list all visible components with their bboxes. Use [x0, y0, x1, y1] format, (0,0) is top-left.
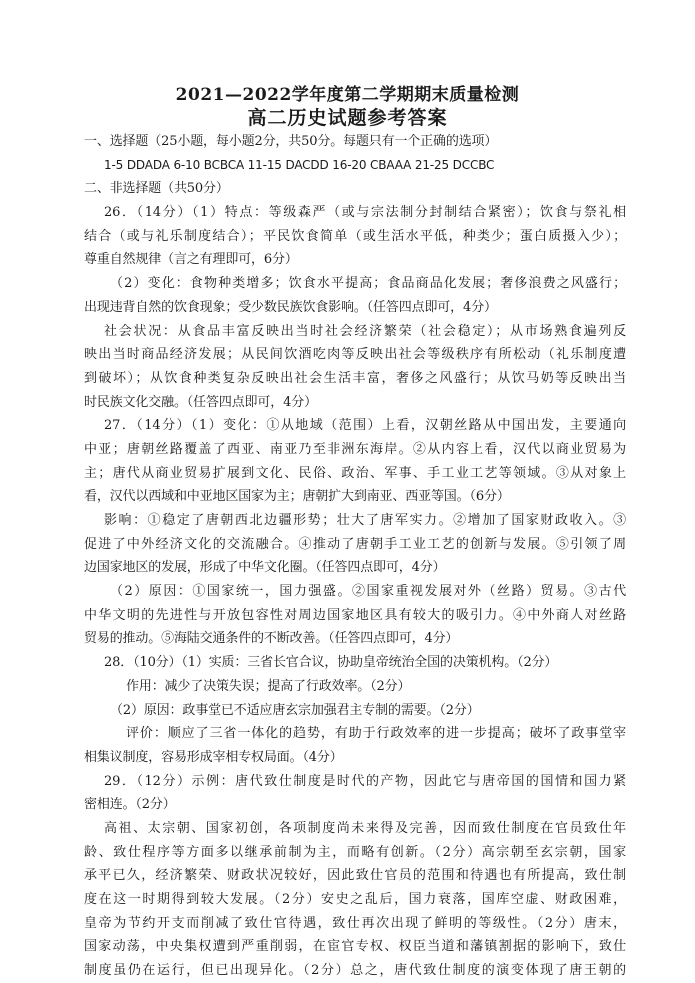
q26-line: 结合（或与礼乐制度结合）；平民饮食简单（或生活水平低，种类少；蛋白质摄入少）； [84, 228, 626, 244]
q29-line: 高祖、太宗朝、国家初创，各项制度尚未来得及完善，因而致仕制度在官员致仕年 [104, 820, 626, 836]
q26-line: 尊重自然规律（言之有理即可，6分） [84, 252, 298, 268]
q26-line: 到破坏）；从饮食种类复杂反映出社会生活丰富，奢侈之风盛行；从饮马奶等反映出当 [84, 370, 626, 386]
q29-line: 龄、致仕程序等方面多以继承前制为主，而略有创新。（2分）高宗朝至玄宗朝，国家 [84, 844, 626, 860]
q26-line: 出现违背自然的饮食现象；受少数民族饮食影响。（任答四点即可，4分） [84, 299, 497, 315]
q29-line: 皇帝为节约开支而削减了致仕官待遇，致仕再次出现了鲜明的等级性。（2分）唐末， [84, 915, 626, 931]
section-heading-choice: 一、选择题（25小题，每小题2分，共50分。每题只有一个正确的选项） [84, 134, 498, 149]
q27-line: 中华文明的先进性与开放包容性对周边国家地区具有较大的吸引力。④中外商人对丝路 [84, 607, 626, 623]
q26-line: 映出当时商品经济发展；从民间饮酒吃肉等反映出社会等级秩序有所松动（礼乐制度遭 [84, 347, 626, 363]
exam-title: 2021—2022学年度第二学期期末质量检测 [175, 85, 520, 105]
q27-line: 中亚；唐朝丝路覆盖了西亚、南亚乃至非洲东海岸。②从内容上看，汉代以商业贸易为 [84, 441, 626, 457]
q29-line: 度在这一时期得到较大发展。（2分）安史之乱后，国力衰落，国库空虚、财政困难， [84, 892, 626, 907]
q29-line: 制度虽仍在运行，但已出现异化。（2分）总之，唐代致仕制度的演变体现了唐王朝的 [84, 963, 626, 979]
q26-line: （2）变化：食物种类增多；饮食水平提高；食品商品化发展；奢侈浪费之风盛行； [110, 276, 626, 292]
q28-line: 作用：减少了决策失误；提高了行政效率。（2分） [126, 678, 411, 694]
q28-line: 28．（10分）（1）实质：三省长官合议，协助皇帝统治全国的决策机构。（2分） [104, 655, 558, 671]
q26-line: 社会状况：从食品丰富反映出当时社会经济繁荣（社会稳定）；从市场熟食遍列反 [104, 323, 626, 339]
q27-line: 边国家地区的发展，形成了中华文化圈。（任答四点即可，4分） [84, 560, 446, 576]
q29-line: 承平已久，经济繁荣、财政状况较好，因此致仕官员的范围和待遇也有所提高，致仕制 [84, 868, 626, 884]
choice-answers: 1-5 DDADA 6-10 BCBCA 11-15 DACDD 16-20 CBAAA 21-25 DCCBC [104, 157, 495, 172]
q27-line: 主；唐代从商业贸易扩展到文化、民俗、政治、军事、手工业工艺等领域。③从对象上 [84, 465, 626, 481]
q28-line: 评价：顺应了三省一体化的趋势，有助于行政效率的进一步提高；破坏了政事堂宰 [126, 726, 626, 742]
q27-line: （2）原因：①国家统一，国力强盛。②国家重视发展对外（丝路）贸易。③古代 [110, 584, 626, 600]
q26-line: 26．（14分）（1）特点：等级森严（或与宗法制分封制结合紧密）；饮食与祭礼相 [104, 205, 626, 221]
q26-line: 时民族文化交融。（任答四点即可，4分） [84, 394, 317, 410]
q28-line: （2）原因：政事堂已不适应唐玄宗加强君主专制的需要。（2分） [110, 702, 480, 718]
q28-line: 相集议制度，容易形成宰相专权局面。（4分） [84, 749, 343, 765]
document-subtitle: 高二历史试题参考答案 [247, 107, 448, 129]
q27-line: 贸易的推动。⑤海陆交通条件的不断改善。（任答四点即可，4分） [84, 631, 459, 647]
answer-body [84, 130, 626, 983]
q27-line: 促进了中外经济文化的交流融合。④推动了唐朝手工业工艺的创新与发展。⑤引领了周 [84, 536, 626, 552]
q27-line: 看，汉代以西域和中亚地区国家为主；唐朝扩大到南亚、西亚等国。（6分） [84, 489, 510, 505]
q27-line: 影响：①稳定了唐朝西北边疆形势；壮大了唐军实力。②增加了国家财政收入。③ [104, 513, 626, 528]
q29-line: 29．（12分）示例：唐代致仕制度是时代的产物，因此它与唐帝国的国情和国力紧 [104, 773, 626, 789]
q29-line: 密相连。（2分） [84, 797, 176, 813]
q29-line: 国家动荡，中央集权遭到严重削弱，在宦官专权、权臣当道和藩镇割据的影响下，致仕 [84, 939, 626, 955]
q27-line: 27．（14分）（1）变化：①从地域（范围）上看，汉朝丝路从中国出发，主要通向 [104, 418, 626, 434]
section-heading-nonchoice: 二、非选择题（共50分） [84, 181, 229, 197]
